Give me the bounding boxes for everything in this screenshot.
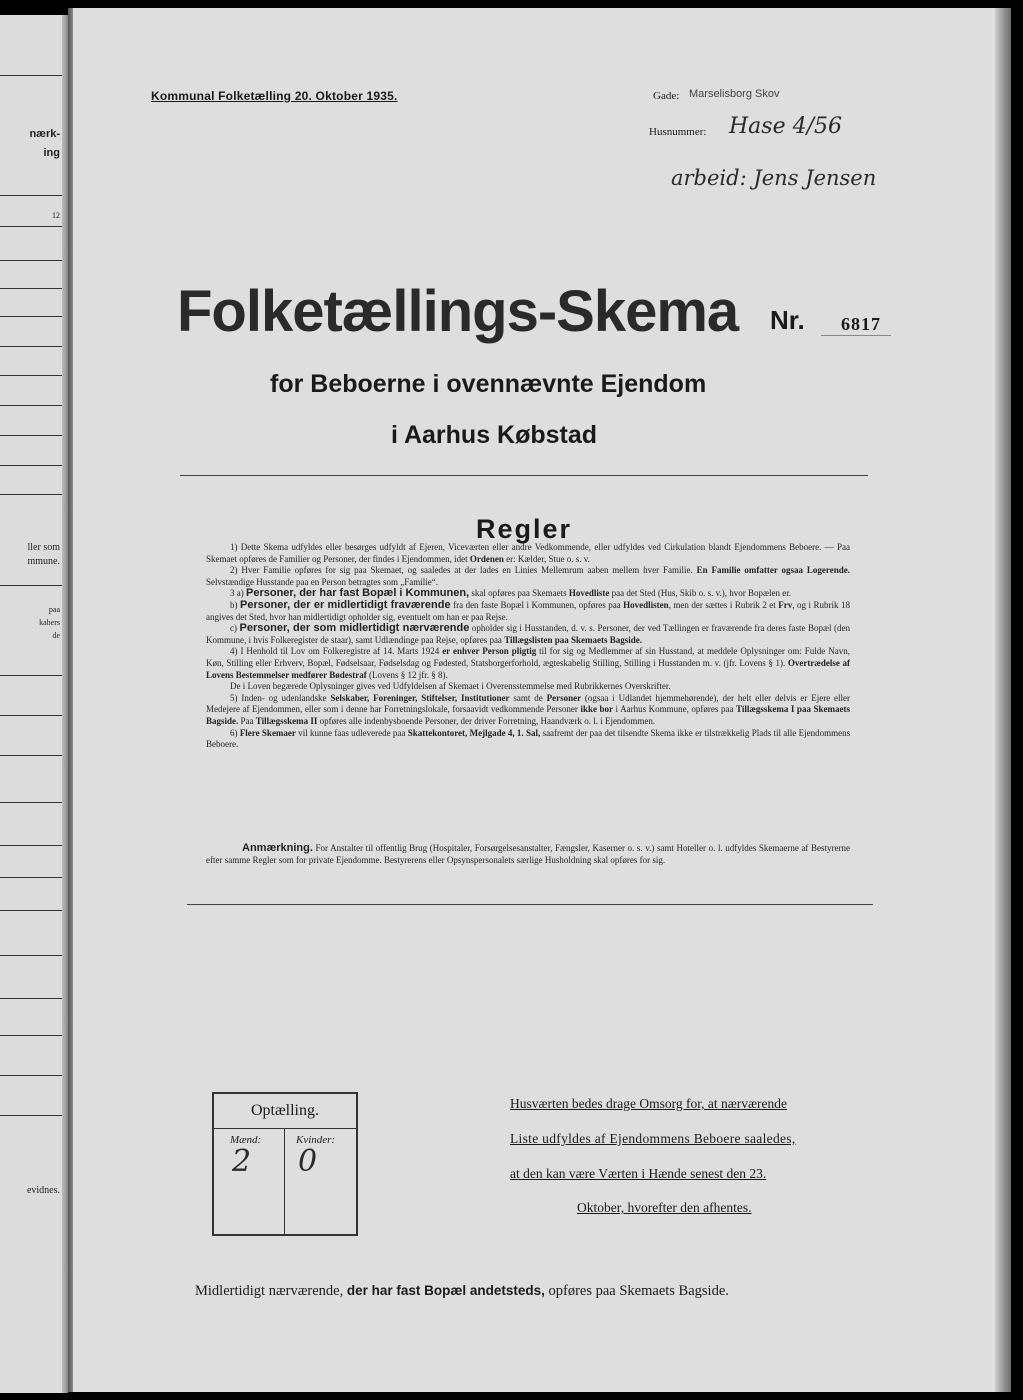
prev-page-rule xyxy=(0,845,62,846)
prev-page-text: de xyxy=(52,631,60,640)
rule-4: 4) I Henhold til Lov om Folkeregistre af 14. Marts 1924 er enhver Person pligtig til for sig og Medlemmer af sin Husstand, at meddele Oplysninger om: Fulde Navn, Køn, Stilling eller Erhverv, Bopæl, Fødselsaar, Fødselsdag og Fødested, Statsborgerforhold, ægteskabelig Stilling, Stilling i Husstanden m. v. (jfr. Lovens § 1). Overtrædelse af Lovens Bestemmelser medfører Bødestraf (Lovens § 12 jfr. § 8). xyxy=(206,646,851,680)
form-number-label: Nr. xyxy=(770,305,805,335)
divider-top xyxy=(180,475,868,476)
prev-page-rule xyxy=(0,675,62,676)
prev-page-rule xyxy=(0,435,62,436)
rule-2: 2) Hver Familie opføres for sig paa Skemaet, og saaledes at der lades en Linies Mellemrum aaben mellem hver Familie. En Familie omfatter ogsaa Logerende. Selvstændige Husstande paa en Person betragtes som „Familie“. xyxy=(206,565,850,587)
street-value: Marselisborg Skov xyxy=(689,88,780,100)
rule-3b: b) Personer, der er midlertidigt fraværende fra den faste Bopæl i Kommunen, opføres paa Hovedlisten, men der sættes i Rubrik 2 et Frv, og i Rubrik 18 angives det Sted, hvor han midlertidigt opholder sig, eventuelt om han er paa Rejse. xyxy=(206,598,850,622)
notice-line-2: Liste udfyldes af Ejendommens Beboere saaledes, xyxy=(510,1131,796,1146)
prev-page-text: kabers xyxy=(39,618,60,627)
prev-page-text: ller som xyxy=(27,542,60,553)
prev-page-rule xyxy=(0,195,62,196)
rule-5: 5) Inden- og udenlandske Selskaber, Foreninger, Stiftelser, Institutioner samt de Personer (ogsaa i Udlandet hjemmehørende), der helt eller delvis er Ejere eller Medejere af Ejendommen, eller som i denne har Forretningslokale, forsaavidt vedkommende Personer ikke bor i Aarhus Kommune, opføres paa Tillægsskema I paa Skemaets Bagside. Paa Tillægsskema II opføres alle indenbysboende Personer, der driver Forretning, Haandværk o. l. i Ejendommen. xyxy=(206,692,851,726)
house-number-label: Husnummer: xyxy=(649,126,707,138)
prev-page-rule xyxy=(0,405,62,406)
prev-page-rule xyxy=(0,260,62,261)
rule-6: 6) Flere Skemaer vil kunne faas udleverede paa Skattekontoret, Mejlgade 4, 1. Sal, saafremt der paa det tilsendte Skema ikke er tilstrækkelig Plads til alle Ejendommens Beboere. xyxy=(206,727,851,750)
handwritten-note: arbeid: Jens Jensen xyxy=(671,166,877,190)
notice-line-4: Oktober, hvorefter den afhentes. xyxy=(577,1200,752,1215)
notice-line-1: Husværten bedes drage Omsorg for, at nærværende xyxy=(510,1096,788,1111)
prev-page-rule xyxy=(0,494,62,495)
prev-page-rule xyxy=(0,346,62,347)
number-underline xyxy=(821,335,891,336)
rules-text xyxy=(206,542,850,751)
prev-page-rule xyxy=(0,802,62,803)
prev-page-rule xyxy=(0,375,62,376)
prev-page-rule xyxy=(0,755,62,756)
prev-page-rule xyxy=(0,877,62,878)
census-line: Kommunal Folketælling 20. Oktober 1935. xyxy=(151,89,398,103)
prev-page-text: nærk- xyxy=(29,128,60,140)
prev-page-rule xyxy=(0,1035,62,1036)
prev-page-rule xyxy=(0,1075,62,1076)
footer-note: Midlertidigt nærværende, der har fast Bopæl andetsteds, opføres paa Skemaets Bagside. xyxy=(195,1283,729,1299)
page-right-edge xyxy=(995,8,1011,1392)
divider-bottom xyxy=(187,904,873,905)
count-box-divider xyxy=(284,1128,285,1234)
form-location: i Aarhus Købstad xyxy=(391,421,598,449)
prev-page-rule xyxy=(0,1115,62,1116)
form-number-value: 6817 xyxy=(841,314,881,334)
form-title: Folketællings-Skema xyxy=(177,279,739,344)
prev-page-text: mmune. xyxy=(27,556,60,567)
prev-page-text: evidnes. xyxy=(26,1185,60,1196)
prev-page-rule xyxy=(0,75,62,76)
remark: Anmærkning. For Anstalter til offentlig Brug (Hospitaler, Forsørgelsesanstalter, Fængsler, Kaserner o. s. v.) samt Hoteller o. l. udfyldes Skemaerne af Bestyrerne efter samme Regler som for private Ejendomme. Bestyrerens eller Opsynspersonalets særlige Husholdning skal opføres for sig. xyxy=(206,842,851,865)
prev-page-rule xyxy=(0,910,62,911)
street-label: Gade: xyxy=(653,90,680,102)
women-count: 0 xyxy=(298,1144,318,1179)
rule-3c: c) Personer, der som midlertidigt nærværende opholder sig i Husstanden, d. v. s. Personer, der ved Tællingen er fraværende fra deres faste Bopæl (den Kommune, i hvis Folkeregister de staar), samt Udlændinge paa Rejse, opføres paa Tillægslisten paa Skemaets Bagside. xyxy=(206,622,851,645)
women-label: Kvinder: xyxy=(296,1134,336,1146)
prev-page-rule xyxy=(0,226,62,227)
count-box-title: Optælling. xyxy=(250,1102,319,1119)
rule-4b: De i Loven begærede Oplysninger gives ved Udfyldelsen af Skemaet i Overensstemmelse med Rubrikkernes Overskrifter. xyxy=(230,681,671,692)
previous-page-edge xyxy=(0,15,68,1393)
rule-3a: 3 a) Personer, der har fast Bopæl i Kommunen, skal opføres paa Skemaets Hovedliste paa det Sted (Hus, Skib o. s. v.), hvor Bopælen er. xyxy=(230,587,791,600)
prev-page-text: ing xyxy=(43,147,60,159)
prev-page-rule xyxy=(0,288,62,289)
prev-page-text: 12 xyxy=(52,211,60,220)
count-box xyxy=(212,1092,358,1236)
prev-page-rule xyxy=(0,715,62,716)
form-subtitle: for Beboerne i ovennævnte Ejendom xyxy=(270,370,707,398)
men-label: Mænd: xyxy=(230,1134,262,1146)
count-box-rule xyxy=(214,1128,356,1129)
prev-page-rule xyxy=(0,465,62,466)
prev-page-rule xyxy=(0,998,62,999)
prev-page-text: paa xyxy=(48,605,60,614)
notice-line-3: at den kan være Værten i Hænde senest den 23. xyxy=(510,1166,767,1181)
prev-page-rule xyxy=(0,316,62,317)
men-count: 2 xyxy=(232,1144,252,1179)
rules-heading: Regler xyxy=(476,514,573,544)
house-number-value: Hase 4/56 xyxy=(729,114,843,139)
rule-1: 1) Dette Skema udfyldes eller besørges udfyldt af Ejeren, Viceværten eller andre Vedkommende, eller udfyldes ved Cirkulation blandt Ejendommens Beboere. — Paa Skemaet opføres de Familier og Personer, der findes i Ejendommen, idet Ordenen er: Kælder, Stue o. s. v. xyxy=(206,542,850,564)
prev-page-rule xyxy=(0,955,62,956)
prev-page-rule xyxy=(0,585,62,586)
